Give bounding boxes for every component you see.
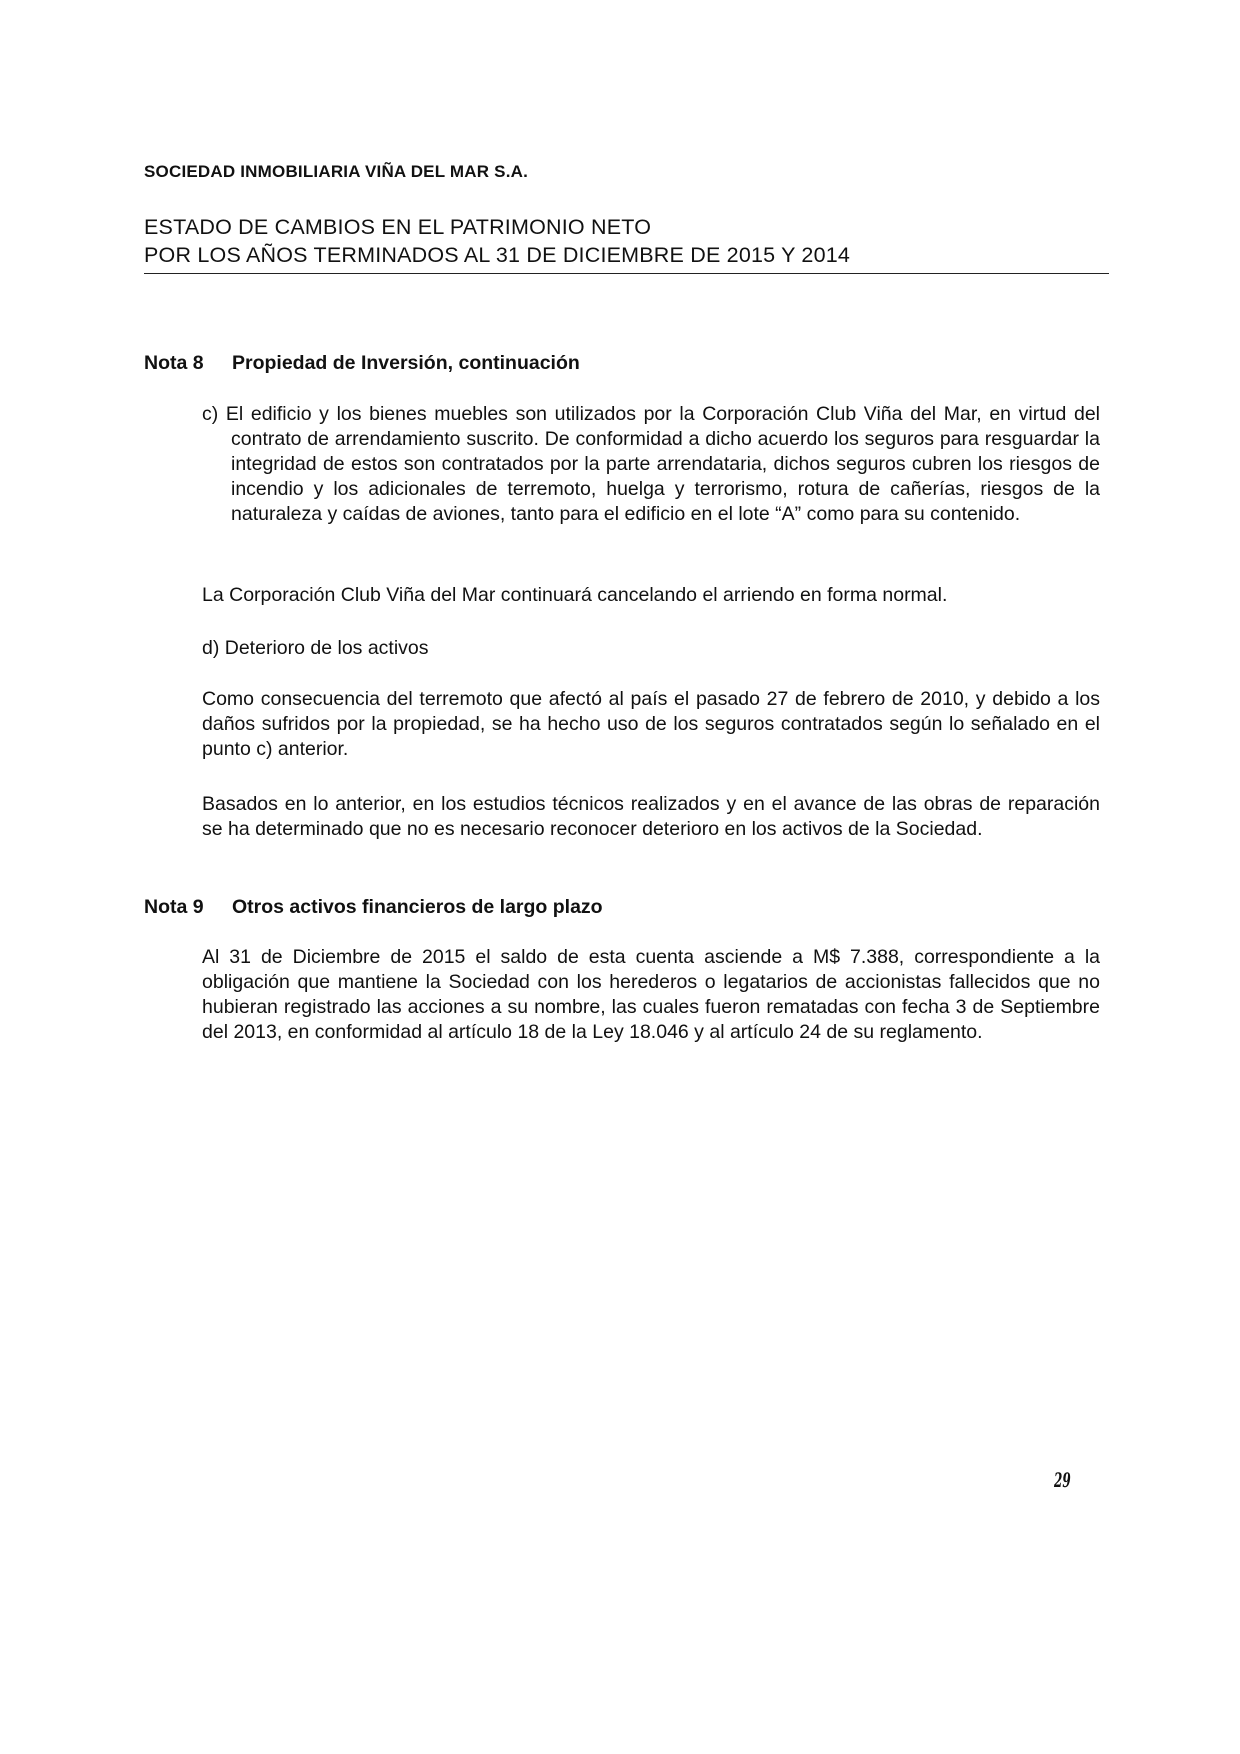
- note-8-item-d: d) Deterioro de los activos: [202, 637, 429, 659]
- note-9-heading: [144, 896, 603, 919]
- note-8-conclusion-paragraph: Basados en lo anterior, en los estudios técnicos realizados y en el avance de las obras de reparación se ha determinado que no es necesario reconocer deterioro en los activos de la Sociedad.: [202, 793, 1100, 840]
- note-8-rent-paragraph: La Corporación Club Viña del Mar continuará cancelando el arriendo en forma normal.: [202, 584, 948, 606]
- note-9-number: Nota 9: [144, 896, 204, 918]
- note-8-heading: [144, 352, 580, 375]
- note-8-title: Propiedad de Inversión, continuación: [232, 352, 580, 374]
- company-name: SOCIEDAD INMOBILIARIA VIÑA DEL MAR S.A.: [144, 162, 529, 181]
- report-title: [144, 213, 1109, 274]
- note-9-title: Otros activos financieros de largo plazo: [232, 896, 603, 918]
- note-9-paragraph: Al 31 de Diciembre de 2015 el saldo de esta cuenta asciende a M$ 7.388, correspondiente a la obligación que mantiene la Sociedad con los herederos o legatarios de accionistas fallecidos que no hubieran registrado las acciones a su nombre, las cuales fueron rematadas con fecha 3 de Septiembre del 2013, en conformidad al artículo 18 de la Ley 18.046 y al artículo 24 de su reglamento.: [202, 946, 1100, 1043]
- report-title-line-1: ESTADO DE CAMBIOS EN EL PATRIMONIO NETO: [144, 215, 652, 239]
- note-8-item-c: c) El edificio y los bienes muebles son utilizados por la Corporación Club Viña del Mar, en virtud del contrato de arrendamiento suscrito. De conformidad a dicho acuerdo los seguros para resguardar la integridad de estos son contratados por la parte arrendataria, dichos seguros cubren los riesgos de incendio y los adicionales de terremoto, huelga y terrorismo, rotura de cañerías, riesgos de la naturaleza y caídas de aviones, tanto para el edificio en el lote “A” como para su contenido.: [202, 403, 1100, 525]
- note-8-number: Nota 8: [144, 352, 204, 374]
- page-number: 29: [1054, 1468, 1071, 1492]
- report-title-line-2: POR LOS AÑOS TERMINADOS AL 31 DE DICIEMBRE DE 2015 Y 2014: [144, 243, 851, 267]
- note-8-earthquake-paragraph: Como consecuencia del terremoto que afectó al país el pasado 27 de febrero de 2010, y debido a los daños sufridos por la propiedad, se ha hecho uso de los seguros contratados según lo señalado en el punto c) anterior.: [202, 688, 1100, 760]
